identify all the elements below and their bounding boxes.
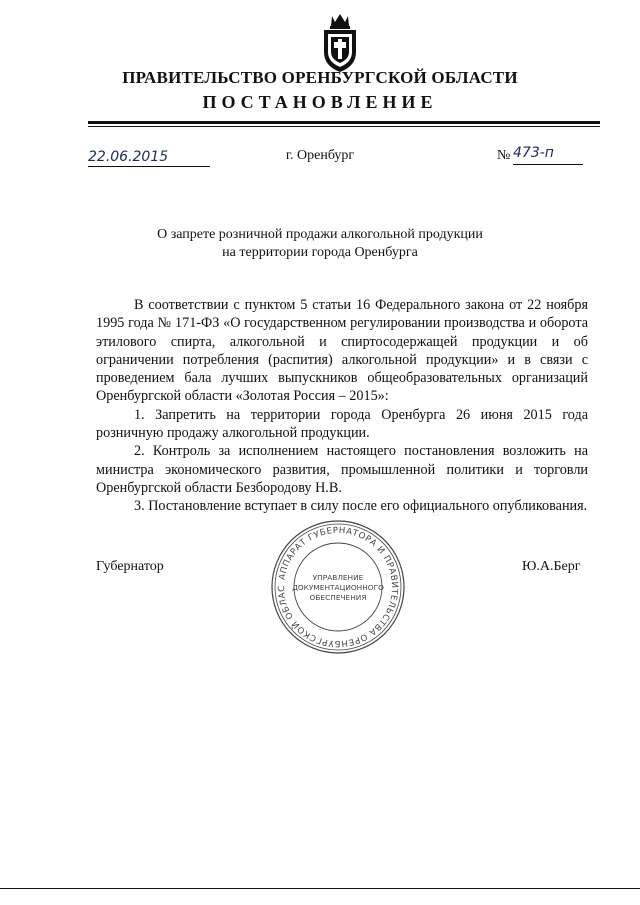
handwritten-date: 22.06.2015	[88, 149, 169, 165]
signer-position: Губернатор	[96, 559, 164, 574]
stamp-ring-text: АППАРАТ ГУБЕРНАТОРА И ПРАВИТЕЛЬСТВА ОРЕНБУРГСКОЙ ОБЛАС	[276, 525, 400, 649]
official-stamp	[270, 519, 406, 655]
subject-line-1: О запрете розничной продажи алкогольной продукции	[157, 227, 483, 242]
preamble-paragraph: В соответствии с пунктом 5 статьи 16 Федерального закона от 22 ноября 1995 года № 171-ФЗ «О государственном регулировании производства и оборота этилового спирта, алкогольной и спиртосодержащей продукции и об ограничении потребления (распития) алкогольной продукции» и в связи с проведением бала лучших выпускников общеобразовательных организаций Оренбургской области «Золотая Россия – 2015»:	[96, 297, 588, 405]
subject-line-2: на территории города Оренбурга	[222, 245, 418, 260]
stamp-center-line-2: ДОКУМЕНТАЦИОННОГО	[292, 583, 384, 592]
clause-1: 1. Запретить на территории города Оренбурга 26 июня 2015 года розничную продажу алкогольной продукции.	[96, 406, 588, 442]
coat-of-arms-icon	[318, 12, 362, 74]
number-label: №	[497, 148, 511, 163]
document-number	[513, 144, 583, 162]
document-type-title: ПОСТАНОВЛЕНИЕ	[202, 92, 438, 112]
signer-name: Ю.А.Берг	[522, 559, 581, 574]
document-body	[96, 296, 588, 516]
document-subject	[0, 226, 640, 262]
government-title: ПРАВИТЕЛЬСТВО ОРЕНБУРГСКОЙ ОБЛАСТИ	[122, 68, 518, 87]
clause-2: 2. Контроль за исполнением настоящего постановления возложить на министра экономического развития, промышленной политики и торговли Оренбургской области Безбородову Н.В.	[96, 443, 588, 496]
stamp-center-line-3: ОБЕСПЕЧЕНИЯ	[309, 593, 367, 602]
number-underline	[513, 164, 583, 165]
city: г. Оренбург	[285, 148, 355, 163]
page-bottom-rule	[0, 888, 640, 889]
stamp-center-line-1: УПРАВЛЕНИЕ	[312, 573, 364, 582]
header-rule-thin	[88, 126, 600, 127]
date-underline	[88, 166, 210, 167]
handwritten-number: 473-п	[513, 145, 554, 161]
header-rule-thick	[88, 121, 600, 124]
clause-3: 3. Постановление вступает в силу после его официального опубликования.	[134, 498, 588, 515]
